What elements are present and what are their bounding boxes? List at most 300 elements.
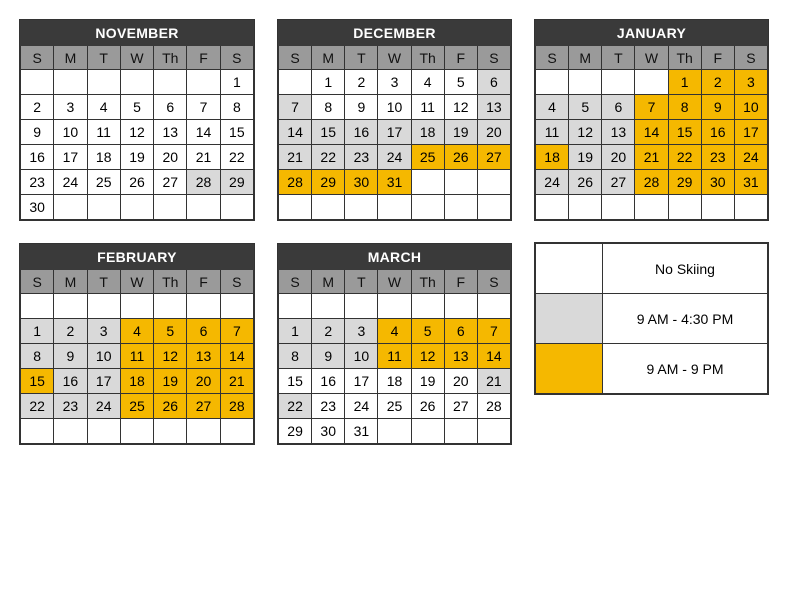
day-cell: 10 [54,120,87,145]
weekday-header: S [279,270,312,294]
weekday-header: W [120,270,153,294]
day-cell: 24 [378,145,411,170]
day-cell: 1 [279,319,312,344]
day-cell: 23 [312,394,345,419]
day-cell [54,419,87,444]
day-cell: 15 [312,120,345,145]
day-cell: 27 [154,170,187,195]
day-cell [187,195,220,220]
day-cell: 9 [21,120,54,145]
day-cell [54,294,87,319]
day-cell: 31 [345,419,378,444]
weekday-header: T [87,46,120,70]
day-cell: 26 [411,394,444,419]
legend-swatch-gold [536,344,603,394]
day-cell: 6 [477,70,510,95]
day-cell: 20 [477,120,510,145]
weekday-header: Th [154,46,187,70]
legend-swatch-white [536,244,603,294]
day-cell: 2 [701,70,734,95]
day-cell: 28 [279,170,312,195]
day-cell: 27 [602,170,635,195]
day-cell [187,70,220,95]
weekday-header: S [21,270,54,294]
day-cell [635,70,668,95]
weekday-header: M [54,270,87,294]
day-cell [411,419,444,444]
calendar-december [277,19,512,221]
day-cell [279,70,312,95]
legend-swatch-gray [536,294,603,344]
legend-row-night [536,344,768,394]
day-cell [602,70,635,95]
week-row [279,344,511,369]
day-cell: 15 [668,120,701,145]
day-cell [54,195,87,220]
day-cell: 8 [220,95,253,120]
day-cell: 7 [635,95,668,120]
day-cell [279,195,312,220]
day-cell: 26 [569,170,602,195]
day-cell: 14 [279,120,312,145]
calendar-grid [278,244,511,444]
week-row [279,145,511,170]
weekday-header: T [87,270,120,294]
day-cell [120,419,153,444]
day-cell: 10 [87,344,120,369]
day-cell [87,70,120,95]
day-cell: 25 [120,394,153,419]
day-cell: 19 [154,369,187,394]
day-cell: 21 [279,145,312,170]
day-cell: 19 [411,369,444,394]
day-cell: 7 [477,319,510,344]
day-cell: 21 [635,145,668,170]
month-title: JANUARY [536,21,768,46]
day-cell: 13 [444,344,477,369]
day-cell: 24 [345,394,378,419]
day-cell [378,195,411,220]
day-cell: 5 [444,70,477,95]
week-row [279,195,511,220]
day-cell: 12 [411,344,444,369]
week-row [21,70,254,95]
day-cell [87,419,120,444]
weekday-header: W [378,46,411,70]
day-cell: 17 [378,120,411,145]
day-cell: 6 [444,319,477,344]
day-cell: 7 [187,95,220,120]
week-row [279,170,511,195]
day-cell: 27 [187,394,220,419]
day-cell: 18 [378,369,411,394]
day-cell: 22 [312,145,345,170]
weekday-header: Th [668,46,701,70]
day-cell: 29 [279,419,312,444]
week-row [21,394,254,419]
week-row [21,344,254,369]
day-cell: 8 [279,344,312,369]
day-cell: 18 [536,145,569,170]
legend [534,242,769,395]
calendar-january [534,19,769,221]
day-cell: 14 [635,120,668,145]
day-cell: 10 [734,95,767,120]
day-cell [154,419,187,444]
calendar-grid [535,20,768,220]
day-cell: 17 [734,120,767,145]
day-cell [569,70,602,95]
day-cell [602,195,635,220]
day-cell [378,419,411,444]
weekday-header: S [21,46,54,70]
legend-label: 9 AM - 4:30 PM [603,294,768,344]
week-row [279,394,511,419]
week-row [21,319,254,344]
day-cell: 3 [54,95,87,120]
day-cell [21,70,54,95]
day-cell: 25 [87,170,120,195]
day-cell [312,294,345,319]
weekday-header: S [220,270,253,294]
day-cell: 2 [345,70,378,95]
legend-label: No Skiing [603,244,768,294]
day-cell: 22 [279,394,312,419]
weekday-header: F [444,270,477,294]
week-row [536,195,768,220]
day-cell [187,294,220,319]
day-cell [477,294,510,319]
day-cell: 9 [701,95,734,120]
legend-row-no-skiing [536,244,768,294]
day-cell [54,70,87,95]
day-cell [220,294,253,319]
weekday-header: W [120,46,153,70]
day-cell: 5 [120,95,153,120]
day-cell [411,170,444,195]
weekday-header: M [312,46,345,70]
day-cell: 4 [378,319,411,344]
weekday-header: F [701,46,734,70]
day-cell [477,170,510,195]
day-cell [87,294,120,319]
day-cell: 15 [279,369,312,394]
day-cell: 4 [87,95,120,120]
day-cell [187,419,220,444]
day-cell: 9 [312,344,345,369]
day-cell [120,294,153,319]
day-cell: 24 [734,145,767,170]
day-cell: 12 [120,120,153,145]
weekday-header: Th [411,46,444,70]
day-cell [220,419,253,444]
week-row [536,70,768,95]
day-cell: 1 [668,70,701,95]
weekday-header: F [444,46,477,70]
weekday-header: S [220,46,253,70]
day-cell: 17 [54,145,87,170]
week-row [536,145,768,170]
day-cell [477,419,510,444]
day-cell: 13 [187,344,220,369]
weekday-header: W [635,46,668,70]
day-cell: 18 [87,145,120,170]
day-cell [444,170,477,195]
day-cell: 1 [21,319,54,344]
day-cell: 23 [21,170,54,195]
day-cell [220,195,253,220]
day-cell: 16 [21,145,54,170]
day-cell: 26 [120,170,153,195]
day-cell: 26 [154,394,187,419]
day-cell: 10 [345,344,378,369]
day-cell [536,70,569,95]
day-cell [312,195,345,220]
day-cell: 3 [87,319,120,344]
day-cell [411,294,444,319]
day-cell: 6 [187,319,220,344]
calendar-grid [20,244,254,444]
calendar-grid [278,20,511,220]
day-cell: 13 [154,120,187,145]
day-cell: 30 [21,195,54,220]
legend-row-day [536,294,768,344]
week-row [21,95,254,120]
day-cell: 9 [345,95,378,120]
day-cell: 27 [444,394,477,419]
weekday-header: F [187,46,220,70]
day-cell: 20 [154,145,187,170]
day-cell [444,419,477,444]
day-cell [120,195,153,220]
week-row [279,120,511,145]
day-cell: 7 [220,319,253,344]
week-row [21,145,254,170]
month-title: NOVEMBER [21,21,254,46]
day-cell [345,294,378,319]
day-cell [21,419,54,444]
week-row [279,70,511,95]
day-cell: 16 [54,369,87,394]
weekday-header: M [569,46,602,70]
day-cell: 29 [220,170,253,195]
day-cell: 12 [444,95,477,120]
day-cell: 1 [312,70,345,95]
day-cell [378,294,411,319]
day-cell [154,195,187,220]
day-cell: 11 [87,120,120,145]
day-cell [569,195,602,220]
day-cell [87,195,120,220]
legend-label: 9 AM - 9 PM [603,344,768,394]
day-cell: 5 [411,319,444,344]
day-cell: 15 [220,120,253,145]
day-cell: 28 [187,170,220,195]
day-cell: 21 [220,369,253,394]
day-cell: 30 [701,170,734,195]
day-cell: 16 [701,120,734,145]
day-cell: 19 [120,145,153,170]
week-row [279,294,511,319]
weekday-header: S [734,46,767,70]
day-cell: 23 [54,394,87,419]
day-cell [120,70,153,95]
week-row [21,419,254,444]
day-cell: 11 [378,344,411,369]
day-cell: 20 [602,145,635,170]
week-row [21,170,254,195]
day-cell: 31 [734,170,767,195]
weekday-header: S [477,46,510,70]
day-cell: 23 [701,145,734,170]
day-cell: 17 [345,369,378,394]
day-cell: 13 [477,95,510,120]
day-cell: 15 [21,369,54,394]
day-cell: 5 [154,319,187,344]
day-cell: 2 [21,95,54,120]
day-cell: 14 [187,120,220,145]
day-cell [734,195,767,220]
day-cell: 22 [21,394,54,419]
day-cell [477,195,510,220]
day-cell: 18 [120,369,153,394]
weekday-header: Th [411,270,444,294]
weekday-header: S [279,46,312,70]
week-row [279,369,511,394]
day-cell: 21 [187,145,220,170]
day-cell: 16 [345,120,378,145]
weekday-header: T [345,46,378,70]
day-cell [444,294,477,319]
day-cell: 23 [345,145,378,170]
day-cell: 27 [477,145,510,170]
day-cell [444,195,477,220]
day-cell: 8 [21,344,54,369]
day-cell: 20 [444,369,477,394]
day-cell: 24 [87,394,120,419]
day-cell: 30 [312,419,345,444]
day-cell: 28 [635,170,668,195]
weekday-header: M [312,270,345,294]
week-row [21,369,254,394]
day-cell: 9 [54,344,87,369]
day-cell: 2 [312,319,345,344]
day-cell: 29 [312,170,345,195]
day-cell: 11 [411,95,444,120]
day-cell: 18 [411,120,444,145]
day-cell [536,195,569,220]
day-cell: 4 [120,319,153,344]
weekday-header: M [54,46,87,70]
day-cell: 21 [477,369,510,394]
week-row [536,170,768,195]
day-cell [411,195,444,220]
day-cell: 20 [187,369,220,394]
day-cell: 5 [569,95,602,120]
day-cell: 8 [668,95,701,120]
day-cell: 26 [444,145,477,170]
day-cell: 12 [569,120,602,145]
week-row [21,195,254,220]
weekday-header: F [187,270,220,294]
week-row [279,419,511,444]
day-cell: 28 [220,394,253,419]
day-cell: 8 [312,95,345,120]
calendar-grid [20,20,254,220]
week-row [21,120,254,145]
day-cell: 6 [154,95,187,120]
week-row [279,95,511,120]
weekday-header: S [477,270,510,294]
day-cell [279,294,312,319]
day-cell [345,195,378,220]
day-cell: 4 [411,70,444,95]
day-cell: 22 [220,145,253,170]
day-cell: 16 [312,369,345,394]
day-cell: 17 [87,369,120,394]
day-cell: 14 [477,344,510,369]
day-cell: 24 [536,170,569,195]
week-row [536,120,768,145]
day-cell: 3 [378,70,411,95]
day-cell [154,70,187,95]
day-cell: 25 [378,394,411,419]
day-cell: 4 [536,95,569,120]
week-row [279,319,511,344]
month-title: FEBRUARY [21,245,254,270]
week-row [21,294,254,319]
day-cell: 3 [345,319,378,344]
day-cell: 13 [602,120,635,145]
day-cell: 2 [54,319,87,344]
weekday-header: S [536,46,569,70]
weekday-header: Th [154,270,187,294]
day-cell: 19 [569,145,602,170]
weekday-header: T [345,270,378,294]
day-cell: 14 [220,344,253,369]
day-cell: 31 [378,170,411,195]
day-cell [701,195,734,220]
day-cell: 6 [602,95,635,120]
day-cell: 11 [120,344,153,369]
day-cell: 22 [668,145,701,170]
day-cell: 25 [411,145,444,170]
month-title: DECEMBER [279,21,511,46]
day-cell [635,195,668,220]
day-cell: 10 [378,95,411,120]
calendar-march [277,243,512,445]
day-cell [154,294,187,319]
day-cell [21,294,54,319]
day-cell: 19 [444,120,477,145]
day-cell: 7 [279,95,312,120]
day-cell [668,195,701,220]
day-cell: 28 [477,394,510,419]
weekday-header: T [602,46,635,70]
calendar-november [19,19,255,221]
weekday-header: W [378,270,411,294]
day-cell: 30 [345,170,378,195]
day-cell: 12 [154,344,187,369]
calendar-february [19,243,255,445]
week-row [536,95,768,120]
day-cell: 29 [668,170,701,195]
day-cell: 24 [54,170,87,195]
day-cell: 3 [734,70,767,95]
day-cell: 11 [536,120,569,145]
month-title: MARCH [279,245,511,270]
day-cell: 1 [220,70,253,95]
